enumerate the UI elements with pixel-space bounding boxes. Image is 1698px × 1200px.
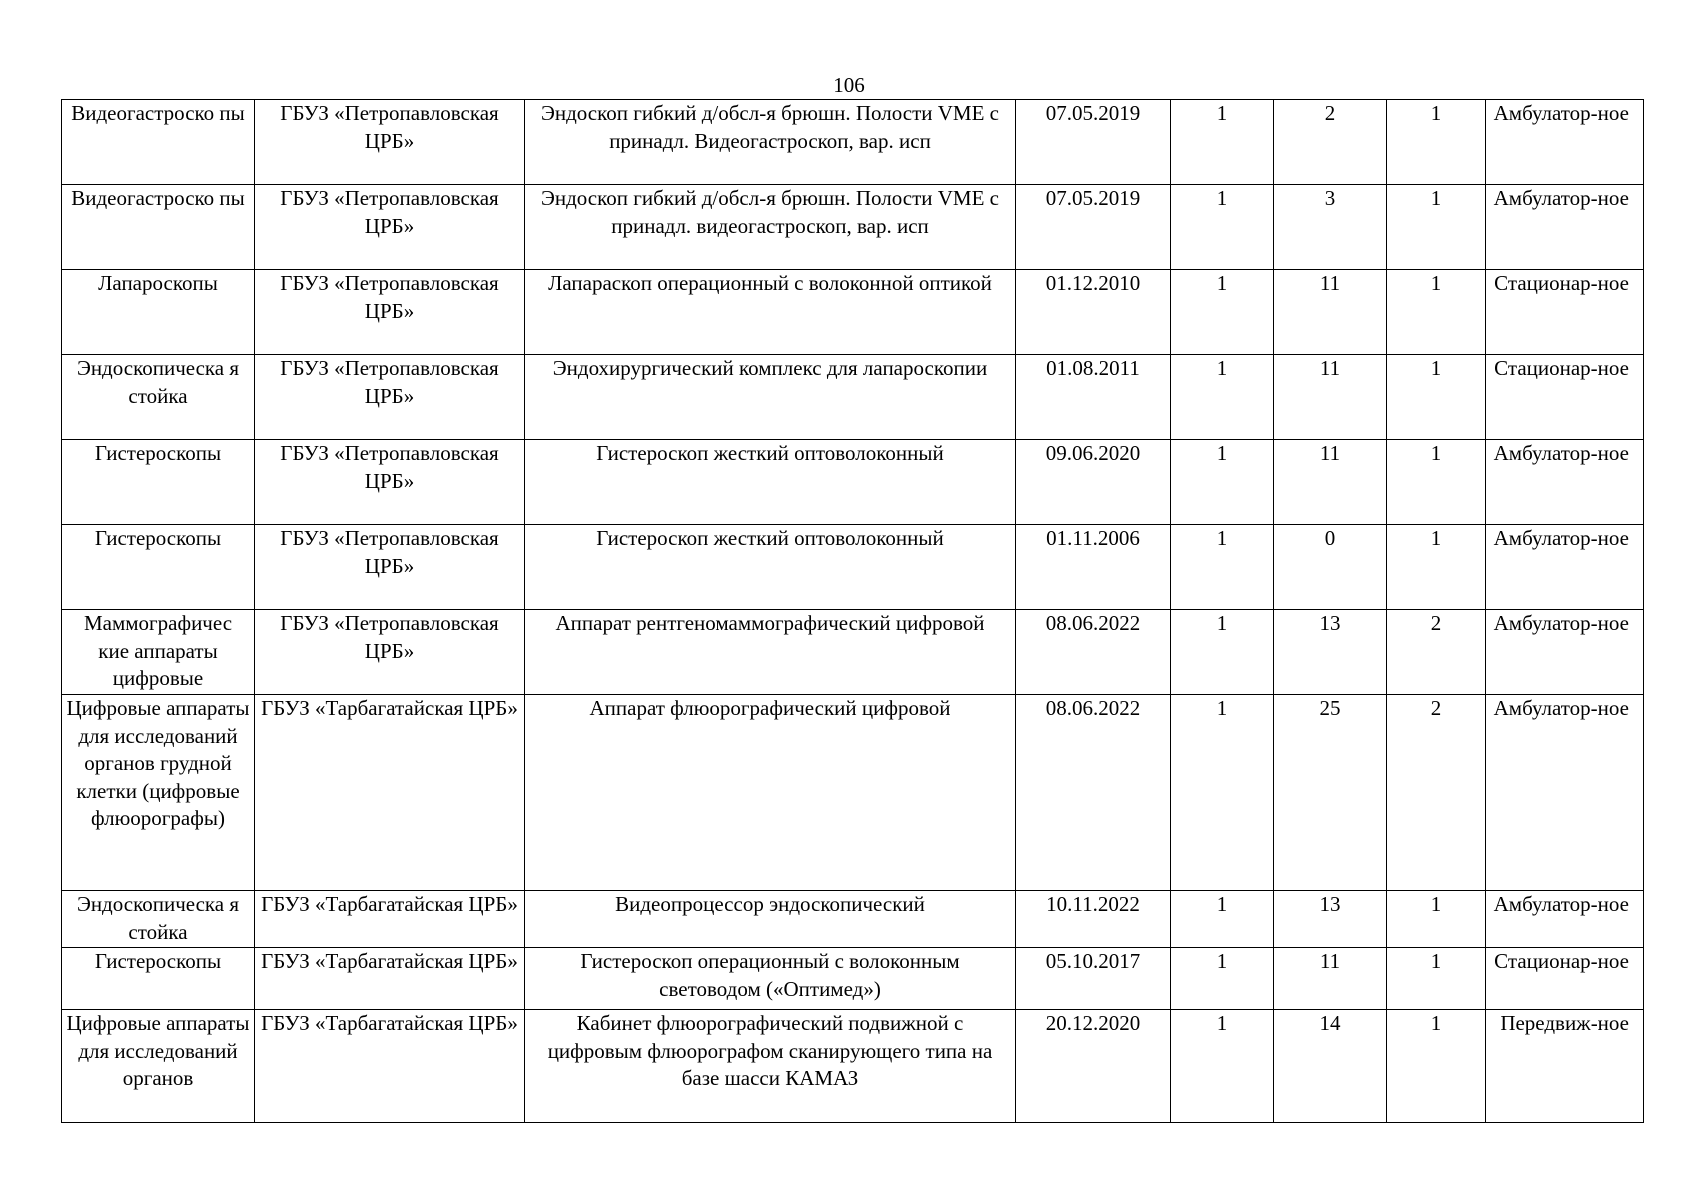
usage-mode-cell: Амбулатор-ное bbox=[1486, 695, 1644, 891]
quantity-cell: 1 bbox=[1171, 891, 1274, 948]
table-row bbox=[62, 610, 1644, 695]
table-row bbox=[62, 525, 1644, 610]
equipment-name-cell: Эндоскоп гибкий д/обсл-я брюшн. Полости VME с принадл. видеогастроскоп, вар. исп bbox=[525, 185, 1016, 270]
date-cell: 09.06.2020 bbox=[1016, 440, 1171, 525]
years-cell: 2 bbox=[1274, 100, 1387, 185]
equipment-type-cell: Эндоскопическа я стойка bbox=[62, 355, 255, 440]
shifts-cell: 1 bbox=[1387, 185, 1486, 270]
organization-cell: ГБУЗ «Петропавловская ЦРБ» bbox=[255, 100, 525, 185]
usage-mode-cell: Стационар-ное bbox=[1486, 355, 1644, 440]
table-row bbox=[62, 270, 1644, 355]
years-cell: 11 bbox=[1274, 948, 1387, 1010]
usage-mode-cell: Амбулатор-ное bbox=[1486, 891, 1644, 948]
usage-mode-cell: Амбулатор-ное bbox=[1486, 610, 1644, 695]
equipment-type-cell: Гистероскопы bbox=[62, 525, 255, 610]
usage-mode-cell: Стационар-ное bbox=[1486, 948, 1644, 1010]
quantity-cell: 1 bbox=[1171, 270, 1274, 355]
equipment-type-cell: Эндоскопическа я стойка bbox=[62, 891, 255, 948]
equipment-type-cell: Цифровые аппараты для исследований органов bbox=[62, 1010, 255, 1123]
organization-cell: ГБУЗ «Петропавловская ЦРБ» bbox=[255, 525, 525, 610]
shifts-cell: 1 bbox=[1387, 440, 1486, 525]
equipment-type-cell: Лапароскопы bbox=[62, 270, 255, 355]
date-cell: 20.12.2020 bbox=[1016, 1010, 1171, 1123]
table-row bbox=[62, 891, 1644, 948]
shifts-cell: 1 bbox=[1387, 1010, 1486, 1123]
date-cell: 07.05.2019 bbox=[1016, 100, 1171, 185]
organization-cell: ГБУЗ «Тарбагатайская ЦРБ» bbox=[255, 1010, 525, 1123]
table-row bbox=[62, 185, 1644, 270]
table-row bbox=[62, 355, 1644, 440]
years-cell: 25 bbox=[1274, 695, 1387, 891]
page-number: 106 bbox=[833, 73, 865, 97]
table-row bbox=[62, 695, 1644, 891]
usage-mode-cell: Передвиж-ное bbox=[1486, 1010, 1644, 1123]
quantity-cell: 1 bbox=[1171, 948, 1274, 1010]
equipment-type-cell: Видеогастроско пы bbox=[62, 185, 255, 270]
equipment-type-cell: Гистероскопы bbox=[62, 440, 255, 525]
years-cell: 11 bbox=[1274, 355, 1387, 440]
table-row bbox=[62, 100, 1644, 185]
equipment-name-cell: Гистероскоп жесткий оптоволоконный bbox=[525, 525, 1016, 610]
quantity-cell: 1 bbox=[1171, 525, 1274, 610]
organization-cell: ГБУЗ «Петропавловская ЦРБ» bbox=[255, 185, 525, 270]
equipment-name-cell: Гистероскоп жесткий оптоволоконный bbox=[525, 440, 1016, 525]
equipment-type-cell: Цифровые аппараты для исследований органов грудной клетки (цифровые флюорографы) bbox=[62, 695, 255, 891]
years-cell: 13 bbox=[1274, 610, 1387, 695]
organization-cell: ГБУЗ «Петропавловская ЦРБ» bbox=[255, 355, 525, 440]
equipment-name-cell: Эндоскоп гибкий д/обсл-я брюшн. Полости VME с принадл. Видеогастроскоп, вар. исп bbox=[525, 100, 1016, 185]
organization-cell: ГБУЗ «Тарбагатайская ЦРБ» bbox=[255, 695, 525, 891]
equipment-name-cell: Видеопроцессор эндоскопический bbox=[525, 891, 1016, 948]
quantity-cell: 1 bbox=[1171, 355, 1274, 440]
usage-mode-cell: Амбулатор-ное bbox=[1486, 525, 1644, 610]
years-cell: 11 bbox=[1274, 270, 1387, 355]
years-cell: 14 bbox=[1274, 1010, 1387, 1123]
equipment-name-cell: Аппарат флюорографический цифровой bbox=[525, 695, 1016, 891]
usage-mode-cell: Стационар-ное bbox=[1486, 270, 1644, 355]
equipment-name-cell: Гистероскоп операционный с волоконным световодом («Оптимед») bbox=[525, 948, 1016, 1010]
date-cell: 08.06.2022 bbox=[1016, 695, 1171, 891]
shifts-cell: 2 bbox=[1387, 610, 1486, 695]
shifts-cell: 1 bbox=[1387, 525, 1486, 610]
equipment-name-cell: Эндохирургический комплекс для лапароскопии bbox=[525, 355, 1016, 440]
equipment-name-cell: Лапараскоп операционный с волоконной оптикой bbox=[525, 270, 1016, 355]
equipment-table bbox=[61, 99, 1644, 1123]
equipment-name-cell: Кабинет флюорографический подвижной с цифровым флюорографом сканирующего типа на базе шасси КАМАЗ bbox=[525, 1010, 1016, 1123]
shifts-cell: 1 bbox=[1387, 948, 1486, 1010]
years-cell: 13 bbox=[1274, 891, 1387, 948]
shifts-cell: 1 bbox=[1387, 891, 1486, 948]
organization-cell: ГБУЗ «Петропавловская ЦРБ» bbox=[255, 610, 525, 695]
years-cell: 11 bbox=[1274, 440, 1387, 525]
shifts-cell: 1 bbox=[1387, 100, 1486, 185]
date-cell: 01.08.2011 bbox=[1016, 355, 1171, 440]
date-cell: 01.11.2006 bbox=[1016, 525, 1171, 610]
quantity-cell: 1 bbox=[1171, 1010, 1274, 1123]
quantity-cell: 1 bbox=[1171, 100, 1274, 185]
date-cell: 08.06.2022 bbox=[1016, 610, 1171, 695]
date-cell: 05.10.2017 bbox=[1016, 948, 1171, 1010]
table-row bbox=[62, 1010, 1644, 1123]
quantity-cell: 1 bbox=[1171, 185, 1274, 270]
table-row bbox=[62, 440, 1644, 525]
date-cell: 07.05.2019 bbox=[1016, 185, 1171, 270]
years-cell: 3 bbox=[1274, 185, 1387, 270]
table-row bbox=[62, 948, 1644, 1010]
organization-cell: ГБУЗ «Петропавловская ЦРБ» bbox=[255, 440, 525, 525]
organization-cell: ГБУЗ «Тарбагатайская ЦРБ» bbox=[255, 891, 525, 948]
equipment-type-cell: Гистероскопы bbox=[62, 948, 255, 1010]
usage-mode-cell: Амбулатор-ное bbox=[1486, 185, 1644, 270]
shifts-cell: 1 bbox=[1387, 270, 1486, 355]
organization-cell: ГБУЗ «Тарбагатайская ЦРБ» bbox=[255, 948, 525, 1010]
quantity-cell: 1 bbox=[1171, 440, 1274, 525]
years-cell: 0 bbox=[1274, 525, 1387, 610]
equipment-type-cell: Видеогастроско пы bbox=[62, 100, 255, 185]
date-cell: 10.11.2022 bbox=[1016, 891, 1171, 948]
shifts-cell: 1 bbox=[1387, 355, 1486, 440]
organization-cell: ГБУЗ «Петропавловская ЦРБ» bbox=[255, 270, 525, 355]
date-cell: 01.12.2010 bbox=[1016, 270, 1171, 355]
usage-mode-cell: Амбулатор-ное bbox=[1486, 100, 1644, 185]
equipment-type-cell: Маммографичес кие аппараты цифровые bbox=[62, 610, 255, 695]
equipment-name-cell: Аппарат рентгеномаммографический цифровой bbox=[525, 610, 1016, 695]
usage-mode-cell: Амбулатор-ное bbox=[1486, 440, 1644, 525]
quantity-cell: 1 bbox=[1171, 610, 1274, 695]
quantity-cell: 1 bbox=[1171, 695, 1274, 891]
shifts-cell: 2 bbox=[1387, 695, 1486, 891]
